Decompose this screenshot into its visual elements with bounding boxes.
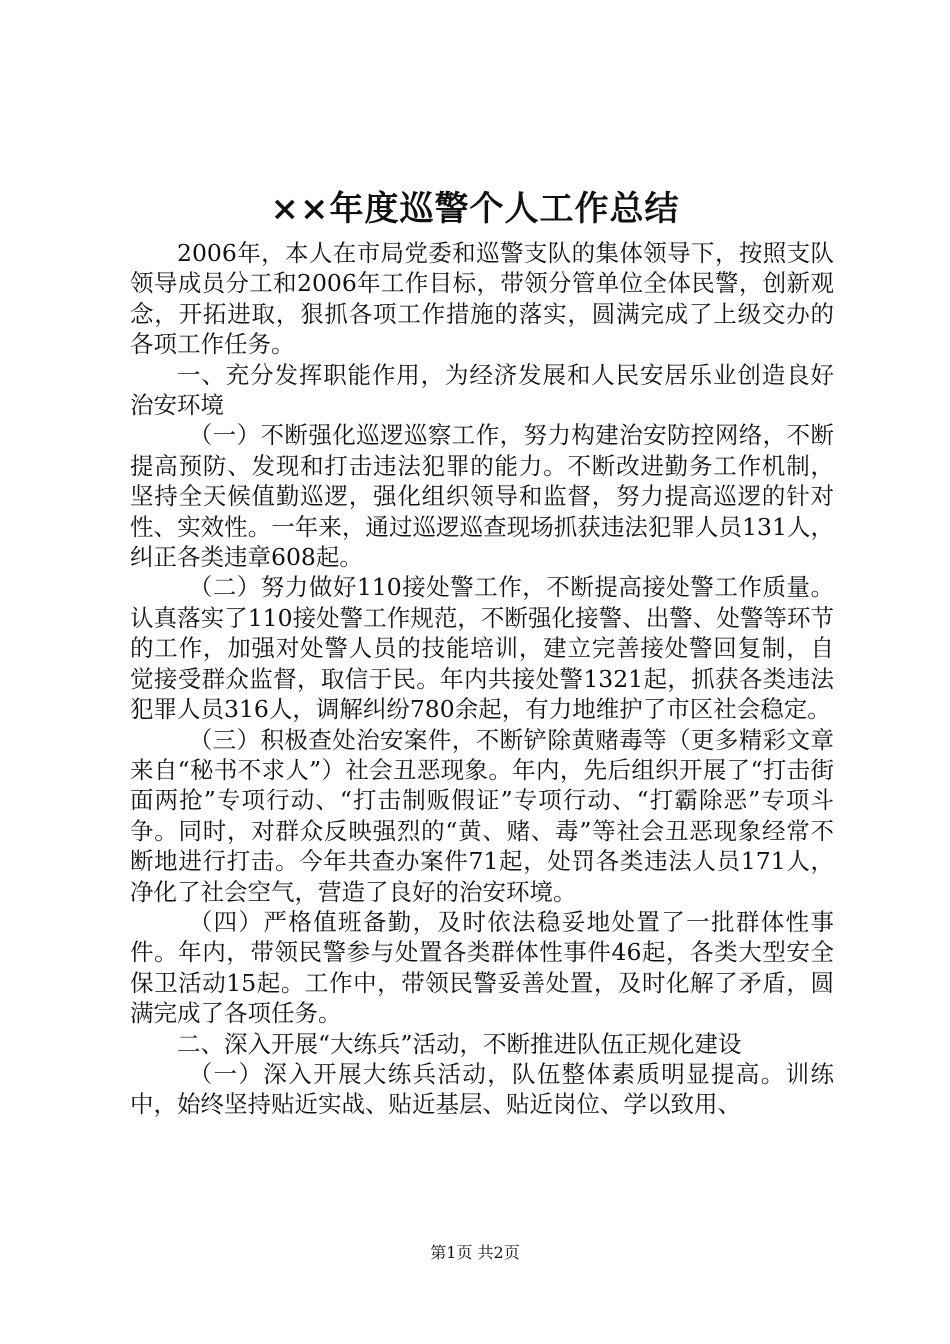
paragraph-1-1: （一）不断强化巡逻巡察工作，努力构建治安防控网络，不断提高预防、发现和打击违法犯罪的能力。不断改进勤务工作机制，坚持全天候值勤巡逻，强化组织领导和监督，努力提高巡逻的针对性、实效性。一年来，通过巡逻巡查现场抓获违法犯罪人员131人，纠正各类违章608起。 [130,421,834,572]
section-heading-1: 一、充分发挥职能作用，为经济发展和人民安居乐业创造良好治安环境 [130,360,834,420]
paragraph-1-4: （四）严格值班备勤，及时依法稳妥地处置了一批群体性事件。年内，带领民警参与处置各类群体性事件46起，各类大型安全保卫活动15起。工作中，带领民警妥善处置，及时化解了矛盾，圆满完成了各项任务。 [130,907,834,1028]
page-footer: 第1页 共2页 [430,1243,520,1262]
section-heading-2: 二、深入开展“大练兵”活动，不断推进队伍正规化建设 [177,1029,742,1058]
paragraph-2-1: （一）深入开展大练兵活动，队伍整体素质明显提高。训练中，始终坚持贴近实战、贴近基层、贴近岗位、学以致用、 [130,1059,834,1119]
document-body [130,238,834,1120]
document-title: ××年度巡警个人工作总结 [270,189,680,229]
paragraph-1-3: （三）积极查处治安案件，不断铲除黄赌毒等（更多精彩文章来自“秘书不求人”）社会丑恶现象。年内，先后组织开展了“打击街面两抢”专项行动、“打击制贩假证”专项行动、“打霸除恶”专项斗争。同时，对群众反映强烈的“黄、赌、毒”等社会丑恶现象经常不断地进行打击。今年共查办案件71起，处罚各类违法人员171人，净化了社会空气，营造了良好的治安环境。 [130,725,834,906]
paragraph-1-2: （二）努力做好110接处警工作，不断提高接处警工作质量。认真落实了110接处警工作规范，不断强化接警、出警、处警等环节的工作，加强对处警人员的技能培训，建立完善接处警回复制，自觉接受群众监督，取信于民。年内共接处警1321起，抓获各类违法犯罪人员316人，调解纠纷780余起，有力地维护了市区社会稳定。 [130,573,834,724]
paragraph-intro: 2006年，本人在市局党委和巡警支队的集体领导下，按照支队领导成员分工和2006年工作目标，带领分管单位全体民警，创新观念，开拓进取，狠抓各项工作措施的落实，圆满完成了上级交办的各项工作任务。 [130,239,834,359]
